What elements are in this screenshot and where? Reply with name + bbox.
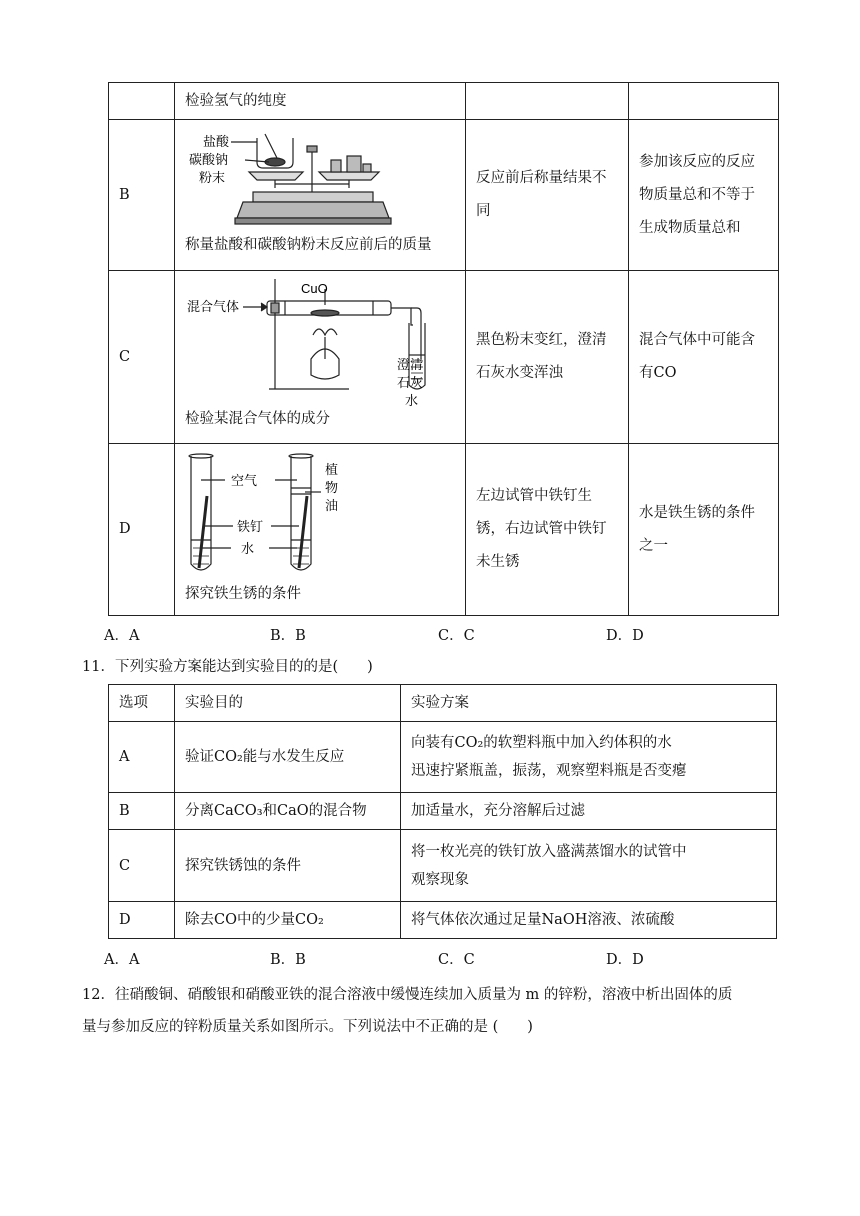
fig-label-na2co3: 碳酸钠 (189, 152, 229, 167)
table-row (109, 83, 779, 120)
row-phenomenon (466, 83, 629, 120)
plan-cell (401, 830, 777, 902)
row-conclusion: 水是铁生锈的条件之一 (629, 444, 779, 616)
fig-label-limewater-1: 澄清 (397, 357, 424, 372)
figure-cell (175, 120, 466, 271)
figure-cell (175, 271, 466, 444)
row-caption: 探究铁生锈的条件 (185, 586, 301, 602)
question-12-line-2: 量与参加反应的锌粉质量关系如图所示。下列说法中不正确的是 ( ) (82, 1019, 533, 1035)
choice-d[interactable]: D．D (606, 952, 644, 968)
table-row (109, 902, 777, 939)
gas-test-figure (185, 279, 455, 407)
table-row (109, 271, 779, 444)
row-caption: 检验某混合气体的成分 (185, 411, 330, 427)
question-11-text: 11．下列实验方案能达到实验目的的是( ) (82, 659, 373, 675)
plan-line: 向装有CO₂的软塑料瓶中加入约体积的水 (411, 735, 672, 751)
row-phenomenon: 左边试管中铁钉生锈，右边试管中铁钉未生锈 (466, 444, 629, 616)
row-label: D (109, 444, 175, 616)
plan-line: 观察现象 (411, 871, 469, 888)
purpose-cell: 分离CaCO₃和CaO的混合物 (175, 793, 401, 830)
table-row (109, 120, 779, 271)
fig-label-oil-2: 物 (325, 480, 339, 495)
choice-d[interactable]: D．D (606, 628, 644, 644)
row-caption: 称量盐酸和碳酸钠粉末反应前后的质量 (185, 237, 432, 253)
choice-a[interactable]: A．A (104, 952, 140, 968)
fig-label-water: 水 (241, 541, 255, 556)
experiment-table (108, 82, 779, 616)
row-conclusion (629, 83, 779, 120)
row-caption: 检验氢气的纯度 (175, 83, 466, 120)
header-purpose: 实验目的 (175, 685, 401, 722)
table-header-row (109, 685, 777, 722)
choice-c[interactable]: C．C (438, 952, 475, 968)
option-cell: C (109, 830, 175, 902)
header-option: 选项 (109, 685, 175, 722)
fig-label-oil-3: 油 (325, 498, 339, 513)
table-row (109, 722, 777, 793)
row-phenomenon: 黑色粉末变红，澄清石灰水变浑浊 (466, 271, 629, 444)
fig-label-mixed-gas: 混合气体 (187, 299, 240, 314)
option-cell: D (109, 902, 175, 939)
row-phenomenon: 反应前后称量结果不同 (466, 120, 629, 271)
row-conclusion: 混合气体中可能含有CO (629, 271, 779, 444)
plan-cell: 加适量水，充分溶解后过滤 (401, 793, 777, 830)
row-label (109, 83, 175, 120)
option-cell: B (109, 793, 175, 830)
row-label: B (109, 120, 175, 271)
header-plan: 实验方案 (401, 685, 777, 722)
answer-choices (104, 624, 704, 646)
answer-choices (104, 948, 704, 970)
purpose-cell: 探究铁锈蚀的条件 (175, 830, 401, 902)
question-11-table (108, 684, 777, 939)
choice-c[interactable]: C．C (438, 628, 475, 644)
fig-label-oil-1: 植 (325, 462, 339, 477)
purpose-cell: 除去CO中的少量CO₂ (175, 902, 401, 939)
table-row (109, 830, 777, 902)
question-12-line-1: 12．往硝酸铜、硝酸银和硝酸亚铁的混合溶液中缓慢连续加入质量为 m 的锌粉，溶液中析出固体的质 (82, 987, 733, 1003)
fig-label-nail: 铁钉 (237, 519, 264, 534)
fig-label-hcl: 盐酸 (203, 134, 230, 149)
fig-label-cuo: CuO (301, 281, 328, 296)
plan-line: 迅速拧紧瓶盖，振荡，观察塑料瓶是否变瘪 (411, 763, 687, 779)
table-row (109, 793, 777, 830)
balance-figure (185, 128, 455, 233)
figure-cell (175, 444, 466, 616)
rust-figure (185, 452, 455, 582)
choice-b[interactable]: B．B (270, 628, 306, 644)
fig-label-limewater-2: 石灰 (397, 375, 424, 390)
option-cell: A (109, 722, 175, 793)
plan-cell: 将气体依次通过足量NaOH溶液、浓硫酸 (401, 902, 777, 939)
choice-a[interactable]: A．A (104, 628, 140, 644)
row-conclusion: 参加该反应的反应物质量总和不等于生成物质量总和 (629, 120, 779, 271)
fig-label-powder: 粉末 (199, 170, 226, 185)
fig-label-limewater-3: 水 (405, 393, 419, 407)
purpose-cell: 验证CO₂能与水发生反应 (175, 722, 401, 793)
choice-b[interactable]: B．B (270, 952, 306, 968)
table-row (109, 444, 779, 616)
plan-cell (401, 722, 777, 793)
fig-label-air: 空气 (231, 473, 258, 488)
row-label: C (109, 271, 175, 444)
plan-line: 将一枚光亮的铁钉放入盛满蒸馏水的试管中 (411, 843, 687, 860)
